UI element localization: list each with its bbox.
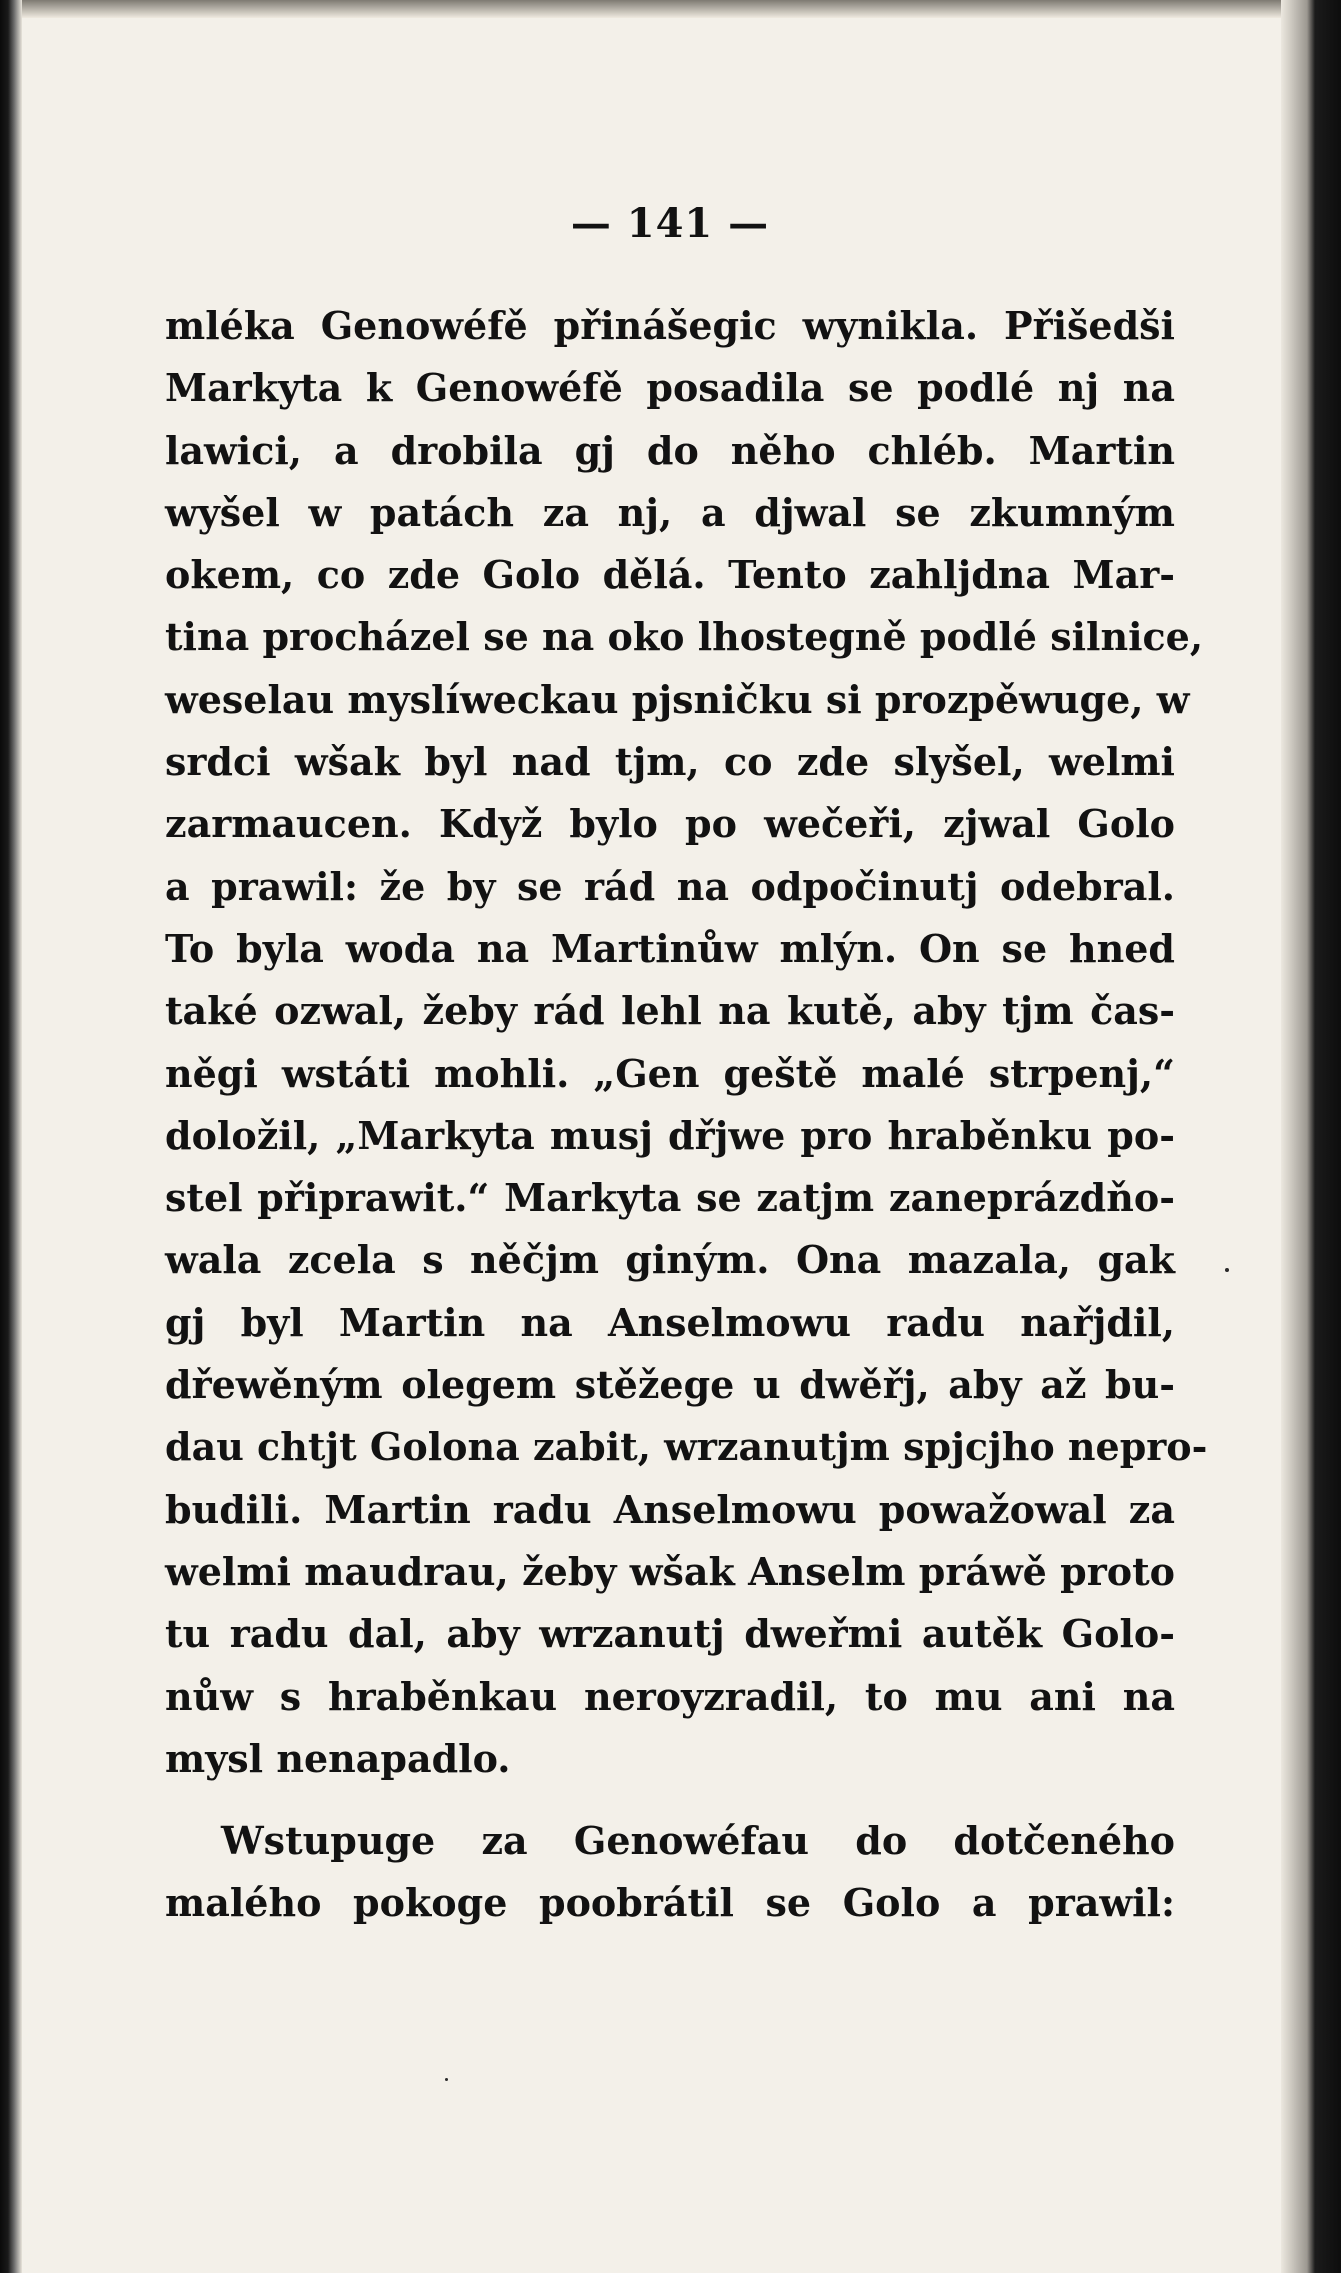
text-line: zarmaucen. Když bylo po wečeři, zjwal Golo — [165, 801, 1175, 847]
text-line: lawici, a drobila gj do něho chléb. Martin — [165, 427, 1175, 473]
page-number: — 141 — — [570, 200, 770, 247]
scan-edge-right — [1281, 0, 1341, 2273]
text-line: nůw s hraběnkau neroyzradil, to mu ani na — [165, 1673, 1175, 1719]
text-line: weselau myslíweckau pjsničku si prozpěwuge, w — [165, 676, 1190, 722]
text-line: To byla woda na Martinůw mlýn. On se hned — [165, 925, 1175, 971]
text-line: tu radu dal, aby wrzanutj dweřmi autěk Golo- — [165, 1611, 1175, 1657]
text-line: také ozwal, žeby rád lehl na kutě, aby tjm čas- — [165, 988, 1175, 1034]
text-line: budili. Martin radu Anselmowu powažowal za — [165, 1486, 1175, 1532]
text-line: welmi maudrau, žeby wšak Anselm práwě proto — [165, 1548, 1175, 1594]
text-line: doložil, „Markyta musj dřjwe pro hraběnku po- — [165, 1112, 1175, 1158]
text-line: dau chtjt Golona zabit, wrzanutjm spjcjho nepro- — [165, 1424, 1208, 1470]
scan-edge-top — [0, 0, 1341, 18]
text-line: wyšel w patách za nj, a djwal se zkumným — [165, 489, 1175, 535]
text-line: něgi wstáti mohli. „Gen geště malé strpenj,“ — [165, 1050, 1175, 1096]
text-line: malého pokoge poobrátil se Golo a prawil: — [165, 1880, 1175, 1926]
text-line: Markyta k Genowéfě posadila se podlé nj na — [165, 365, 1175, 411]
text-line: mléka Genowéfě přinášegic wynikla. Přišedši — [165, 303, 1175, 348]
book-page — [165, 200, 1208, 1935]
text-line: gj byl Martin na Anselmowu radu nařjdil, — [165, 1299, 1175, 1345]
text-line: dřewěným olegem stěžege u dwěřj, aby až bu- — [165, 1362, 1175, 1408]
scan-edge-left — [0, 0, 22, 2273]
paragraph-2 — [165, 1810, 1175, 1935]
text-line: a prawil: že by se rád na odpočinutj odebral. — [165, 863, 1175, 909]
text-line: stel připrawit.“ Markyta se zatjm zaneprázdňo- — [165, 1175, 1175, 1221]
text-line: okem, co zde Golo dělá. Tento zahljdna Mar- — [165, 552, 1175, 598]
print-speck — [445, 2078, 448, 2081]
text-line: wala zcela s něčjm giným. Ona mazala, gak — [165, 1237, 1175, 1283]
text-line: Wstupuge za Genowéfau do dotčeného — [221, 1818, 1175, 1864]
print-speck — [1225, 1268, 1229, 1272]
text-line: mysl nenapadlo. — [165, 1735, 511, 1781]
paragraph-1 — [165, 295, 1208, 1790]
text-line: srdci wšak byl nad tjm, co zde slyšel, welmi — [165, 739, 1175, 785]
text-line: tina procházel se na oko lhostegně podlé silnice, — [165, 614, 1204, 660]
